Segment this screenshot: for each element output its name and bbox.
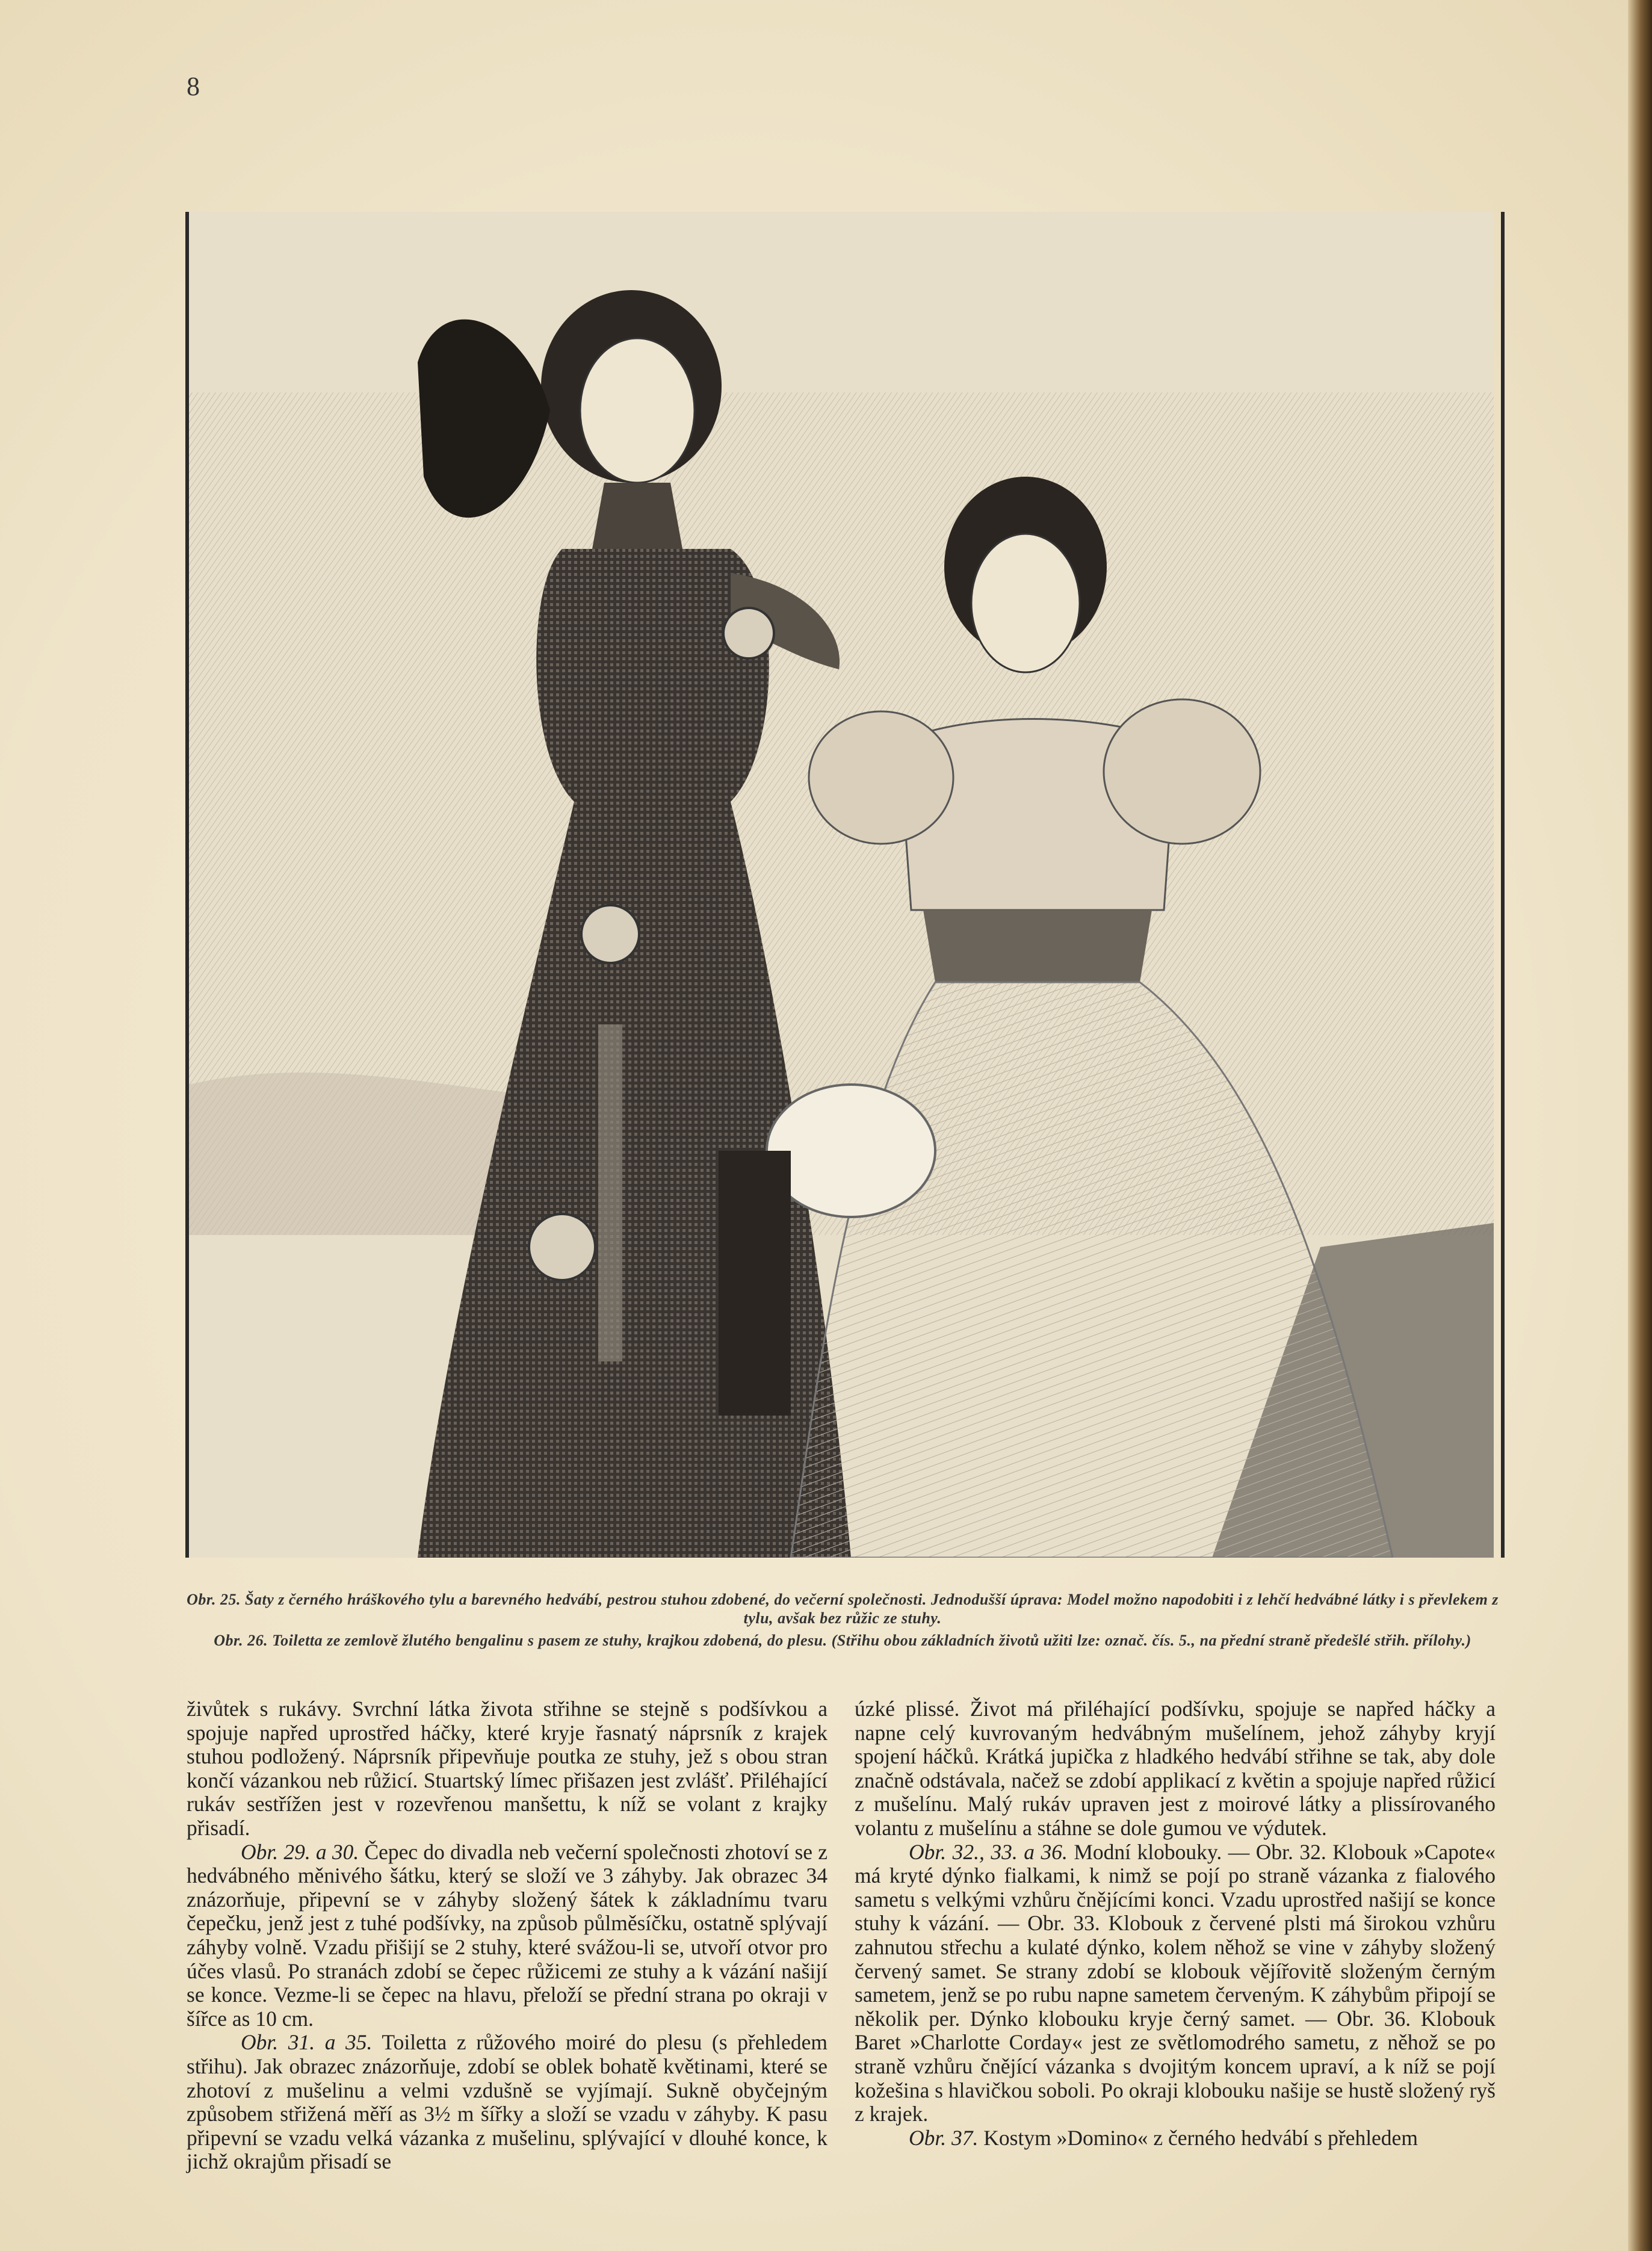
paragraph [855,1697,1496,1841]
white-feather-fan [767,1085,935,1217]
paragraph-text: Modní klobouky. — Obr. 32. Klobouk »Capote« má kryté dýnko fialkami, k nimž se pojí po straně vázanka z fialového sametu s velkými vzhůru čnějícími konci. Vzadu uprostřed našijí se konce stuhy k vázání. — Obr. 33. Klobouk z červené plsti má širokou vzhůru zahnutou střechu a kulaté dýnko, kolem něhož se vine v záhyby složený červený samet. Se strany zdobí se klobouk vějířovitě složeným černým sametem, jenž se po rubu napne sametem červeným. K záhybům připojí se několik per. Dýnko klobouku kryje černý samet. — Obr. 36. Klobouk Baret »Charlotte Corday« jest ze světlomodrého sametu, z něhož se po straně vzhůru čnějící vázanka s dvojitým koncem upraví, a k níž se pojí kožešina s hlavičkou soboli. Po okraji klobouku našije se hustě složený ryš z krajek. [855,1839,1496,2126]
paragraph-text: živůtek s rukávy. Svrchní látka života střihne se stejně s podšívkou a spojuje napřed uprostřed háčky, které kryje řasnatý náprsník z krajek stuhou podložený. Náprsník připevňuje poutka ze stuhy, jež s obou stran končí vázankou neb růžicí. Stuartský límec přišazen jest zvlášť. Přiléhající rukáv sestřížen jest v rozevřenou manšettu, k níž se volant z krajky přisadí. [187,1697,828,1840]
paragraph-text: Toiletta z růžového moiré do plesu (s přehledem střihu). Jak obrazec znázorňuje, zdobí se oblek bohatě květinami, které se zhotoví z mušelinu a velmi vzdušně se vyjímají. Sukně obyčejným způsobem střižená měří as 3½ m šířky a složí se vzadu v záhyby. K pasu připevní se vzadu velká vázanka z mušelinu, splývající v dlouhé konce, k jichž okrajům přisadí se [187,2030,828,2174]
paragraph [855,1841,1496,2126]
book-gutter [1628,0,1652,2251]
paragraph [187,2031,828,2174]
caption-figure-26: Obr. 26. Toiletta ze zemlově žlutého bengalinu s pasem ze stuhy, krajkou zdobená, do plesu. (Střihu obou základních životů užiti lze: označ. čís. 5., na přední straně předešlé střih. přílohy.) [214,1632,1471,1649]
page-number: 8 [187,72,200,101]
paragraph-text: Čepec do divadla neb večerní společnosti zhotoví se z hedvábného měnivého šátku, který se složí ve 3 záhyby. Jak obrazec 34 znázorňuje, připevní se v záhyby složený šátek k základnímu tvaru čepečku, jenž jest z tuhé podšívky, na způsob půlměsíčku, ostatně splývají záhyby volně. Vzadu přišijí se 2 stuhy, které svážou-li se, utvoří otvor pro účes vlasů. Po stranách zdobí se čepec růžicemi ze stuhy a k vázání našijí se konce. Vezme-li se čepec na hlavu, přeloží se přední strana po okraji v šířce as 10 cm. [187,1839,828,2031]
paragraph-text: úzké plissé. Život má přiléhající podšívku, spojuje se napřed háčky a napne celý kuvrovaným hedvábným mušelínem, jehož záhyby kryjí spojení háčků. Krátká jupička z hladkého hedvábí střihne se tak, aby dole značně odstávala, načež se zdobí applikací z květin a spojuje napřed růžicí z mušelínu. Malý rukáv upraven jest z moirové látky a plissírovaného volantu z mušelínu a stáhne se dole gumou ve výdutek. [855,1697,1496,1840]
paragraph-text: Kostym »Domino« z černého hedvábí s přehledem [978,2125,1418,2150]
figure-reference: Obr. 32., 33. a 36. [909,1839,1068,1864]
chair [719,1151,791,1416]
figure-reference: Obr. 31. a 35. [241,2030,373,2055]
caption-figure-25: Obr. 25. Šaty z černého hráškového tylu a barevného hedvábí, pestrou stuhou zdobené, do večerní společnosti. Jednodušší úprava: Model možno napodobiti i z lehčí hedvábné látky i s převlekem z tylu, avšak bez růžic ze stuhy. [187,1591,1499,1627]
text-column-left [187,1697,828,2174]
figure-reference: Obr. 29. a 30. [241,1839,359,1864]
paragraph [855,2126,1496,2150]
paragraph [187,1841,828,2031]
paragraph [187,1697,828,1841]
fashion-illustration [185,212,1505,1558]
figure-reference: Obr. 37. [909,2125,979,2150]
text-column-right [855,1697,1496,2150]
